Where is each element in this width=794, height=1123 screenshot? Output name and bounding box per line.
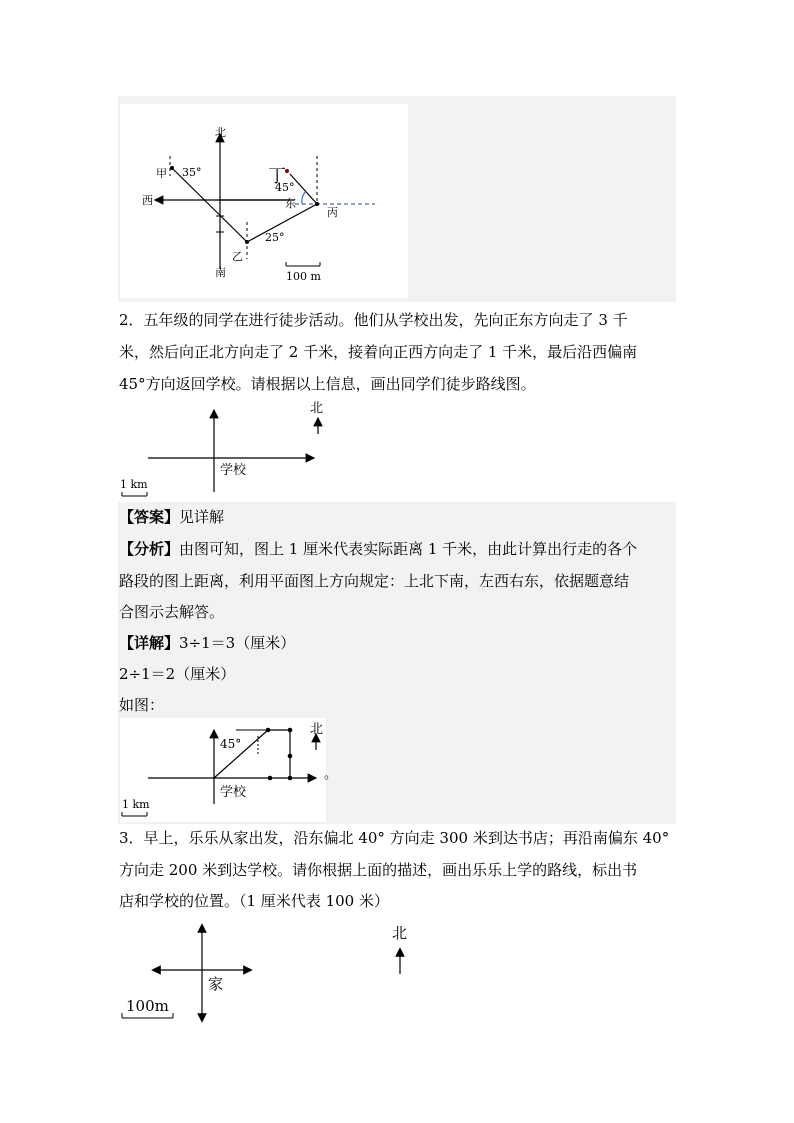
detail-label: 【详解】 [119, 634, 180, 652]
q3-line3: 店和学校的位置。（1 厘米代表 100 米） [119, 892, 389, 910]
answer-line [119, 502, 224, 533]
figure3-solution-diagram [120, 718, 350, 822]
fig1-scale-label: 100 m [286, 270, 321, 283]
fig4-home-label: 家 [208, 975, 224, 993]
fig1-angle-jia: 35° [182, 166, 202, 179]
fig1-north-label: 北 [215, 126, 226, 139]
fig2-scale-label: 1 km [120, 478, 148, 491]
analysis-line2: 路段的图上距离，利用平面图上方向规定：上北下南，左西右东，依据题意结 [119, 572, 630, 590]
answer-text: 见详解 [179, 508, 225, 526]
fig3-school-label: 学校 [220, 785, 247, 800]
detail-eq2: 2÷1＝2（厘米） [119, 665, 236, 683]
fig1-angle-ding: 45° [275, 181, 295, 194]
fig3-north-label: 北 [310, 722, 324, 737]
analysis-line3: 合图示去解答。 [119, 603, 225, 621]
fig2-school-label: 学校 [220, 463, 247, 478]
figure4-empty-axes [118, 918, 418, 1028]
q3-line1: 3．早上，乐乐从家出发，沿东偏北 40° 方向走 300 米到达书店；再沿南偏东 40° [119, 829, 670, 847]
detail-line1 [119, 628, 295, 659]
fig1-south-label: 南 [215, 266, 226, 279]
fig4-north-label: 北 [392, 924, 408, 942]
analysis-text1: 由图可知，图上 1 厘米代表实际距离 1 千米，由此计算出行走的各个 [179, 540, 638, 558]
fig1-point-bing: 丙 [327, 206, 338, 219]
q2-line1: 2．五年级的同学在进行徒步活动。他们从学校出发，先向正东方向走了 3 千 [119, 311, 628, 329]
fig2-north-label: 北 [310, 401, 324, 416]
fig1-point-ding: 丁 [268, 166, 286, 187]
analysis-label: 【分析】 [119, 540, 180, 558]
detail-eq1: 3÷1＝3（厘米） [179, 634, 296, 652]
fig1-east-label: 东 [285, 197, 296, 210]
fig4-scale-label: 100m [126, 997, 169, 1015]
detail-as-shown: 如图： [119, 696, 165, 714]
fig1-point-jia: 甲 [156, 167, 167, 180]
fig1-angle-yi: 25° [265, 231, 285, 244]
fig1-west-label: 西 [142, 194, 153, 207]
fig3-angle-label: 45° [220, 737, 242, 751]
fig3-trailing-mark: 。 [324, 767, 338, 782]
figure2-empty-axes [118, 396, 348, 500]
answer-label: 【答案】 [119, 508, 180, 526]
q2-line3: 45°方向返回学校。请根据以上信息，画出同学们徒步路线图。 [119, 375, 536, 393]
figure1-direction-diagram [120, 104, 408, 298]
q2-line2: 米，然后向正北方向走了 2 千米，接着向正西方向走了 1 千米，最后沿西偏南 [119, 343, 638, 361]
analysis-line1 [119, 534, 637, 565]
q3-line2: 方向走 200 米到达学校。请你根据上面的描述，画出乐乐上学的路线，标出书 [119, 861, 638, 879]
fig1-point-yi: 乙 [232, 250, 243, 263]
fig3-scale-label: 1 km [122, 798, 150, 811]
